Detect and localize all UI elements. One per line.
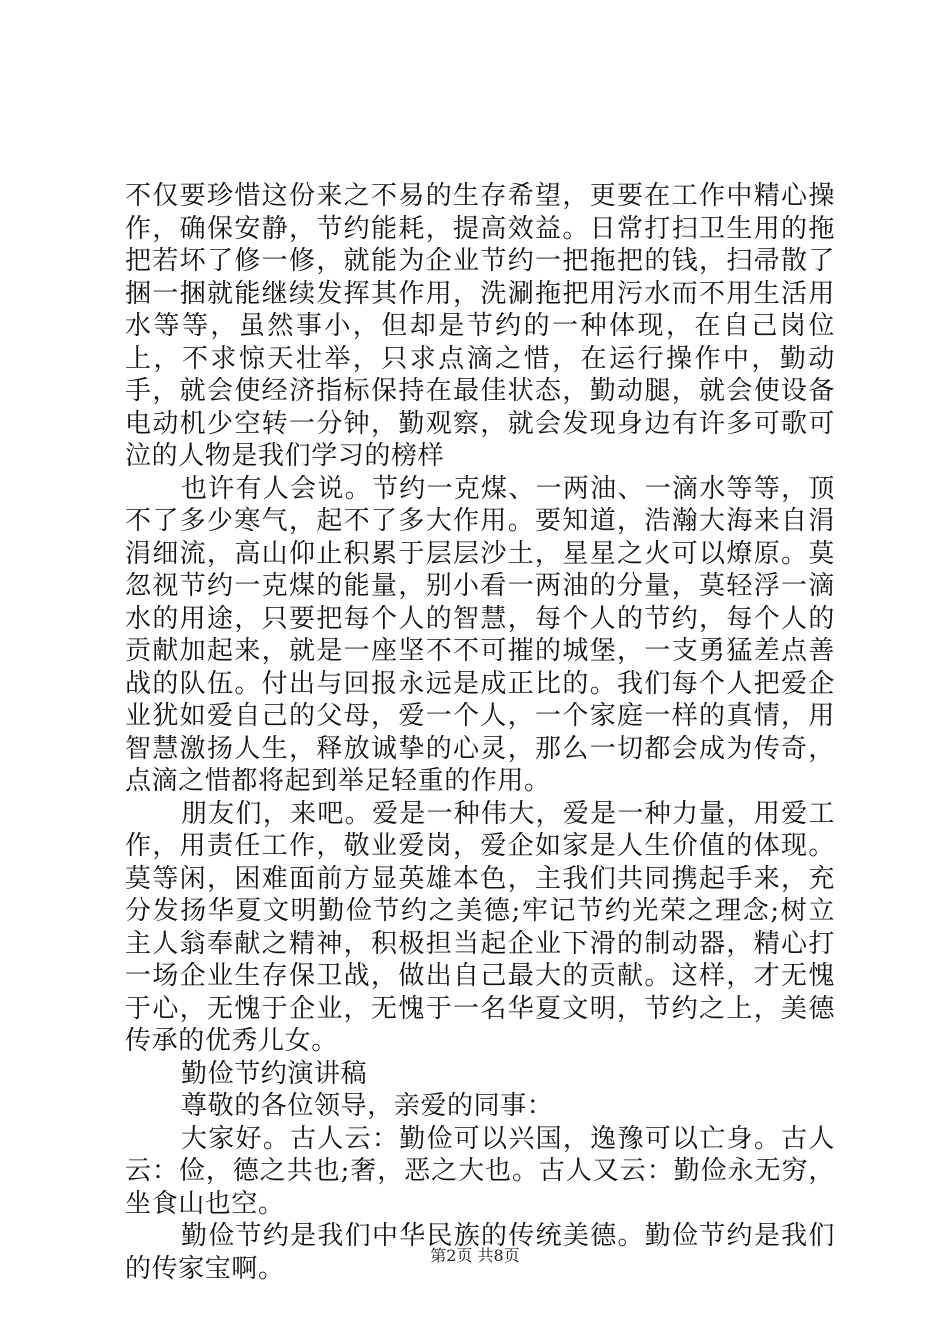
document-body (125, 180, 835, 1285)
speech-title: 勤俭节约演讲稿 (181, 1058, 368, 1089)
speech-salutation: 尊敬的各位领导，亲爱的同事： (181, 1091, 554, 1121)
paragraph-saving-matters: 也许有人会说。节约一克煤、一两油、一滴水等等，顶不了多少寒气，起不了多大作用。要知道，浩瀚大海来自涓涓细流，高山仰止积累于层层沙土，星星之火可以燎原。莫忽视节约一克煤的能量，别小看一两油的分量，莫轻浮一滴水的用途，只要把每个人的智慧，每个人的节约，每个人的贡献加起来，就是一座坚不不可摧的城堡，一支勇猛差点善战的队伍。付出与回报永远是成正比的。我们每个人把爱企业犹如爱自己的父母，爱一个人，一个家庭一样的真情，用智慧激扬人生，释放诚挚的心灵，那么一切都会成为传奇，点滴之惜都将起到举足轻重的作用。 (125, 473, 835, 796)
page-number-footer: 第2页 共8页 (430, 1246, 520, 1265)
paragraph-call-to-action: 朋友们，来吧。爱是一种伟大，爱是一种力量，用爱工作，用责任工作，敬业爱岗，爱企如家是人生价值的体现。莫等闲，困难面前方显英雄本色，主我们共同携起手来，充分发扬华夏文明勤俭节约之美德;牢记节约光荣之理念;树立主人翁奉献之精神，积极担当起企业下滑的制动器，精心打一场企业生存保卫战，做出自己最大的贡献。这样，才无愧于心，无愧于企业，无愧于一名华夏文明，节约之上，美德传承的优秀儿女。 (125, 798, 835, 1056)
paragraph-tradition: 勤俭节约是我们中华民族的传统美德。勤俭节约是我们的传家宝啊。 (125, 1221, 835, 1284)
paragraph-greeting-quotes: 大家好。古人云：勤俭可以兴国，逸豫可以亡身。古人云：俭，德之共也;奢，恶之大也。古人又云：勤俭永无穷，坐食山也空。 (125, 1123, 835, 1219)
paragraph-continuation: 不仅要珍惜这份来之不易的生存希望，更要在工作中精心操作，确保安静，节约能耗，提高效益。日常打扫卫生用的拖把若坏了修一修，就能为企业节约一把拖把的钱，扫帚散了捆一捆就能继续发挥其作用，洗涮拖把用污水而不用生活用水等等，虽然事小，但却是节约的一种体现，在自己岗位上，不求惊天壮举，只求点滴之惜，在运行操作中，勤动手，就会使经济指标保持在最佳状态，勤动腿，就会使设备电动机少空转一分钟，勤观察，就会发现身边有许多可歌可泣的人物是我们学习的榜样 (125, 181, 835, 471)
